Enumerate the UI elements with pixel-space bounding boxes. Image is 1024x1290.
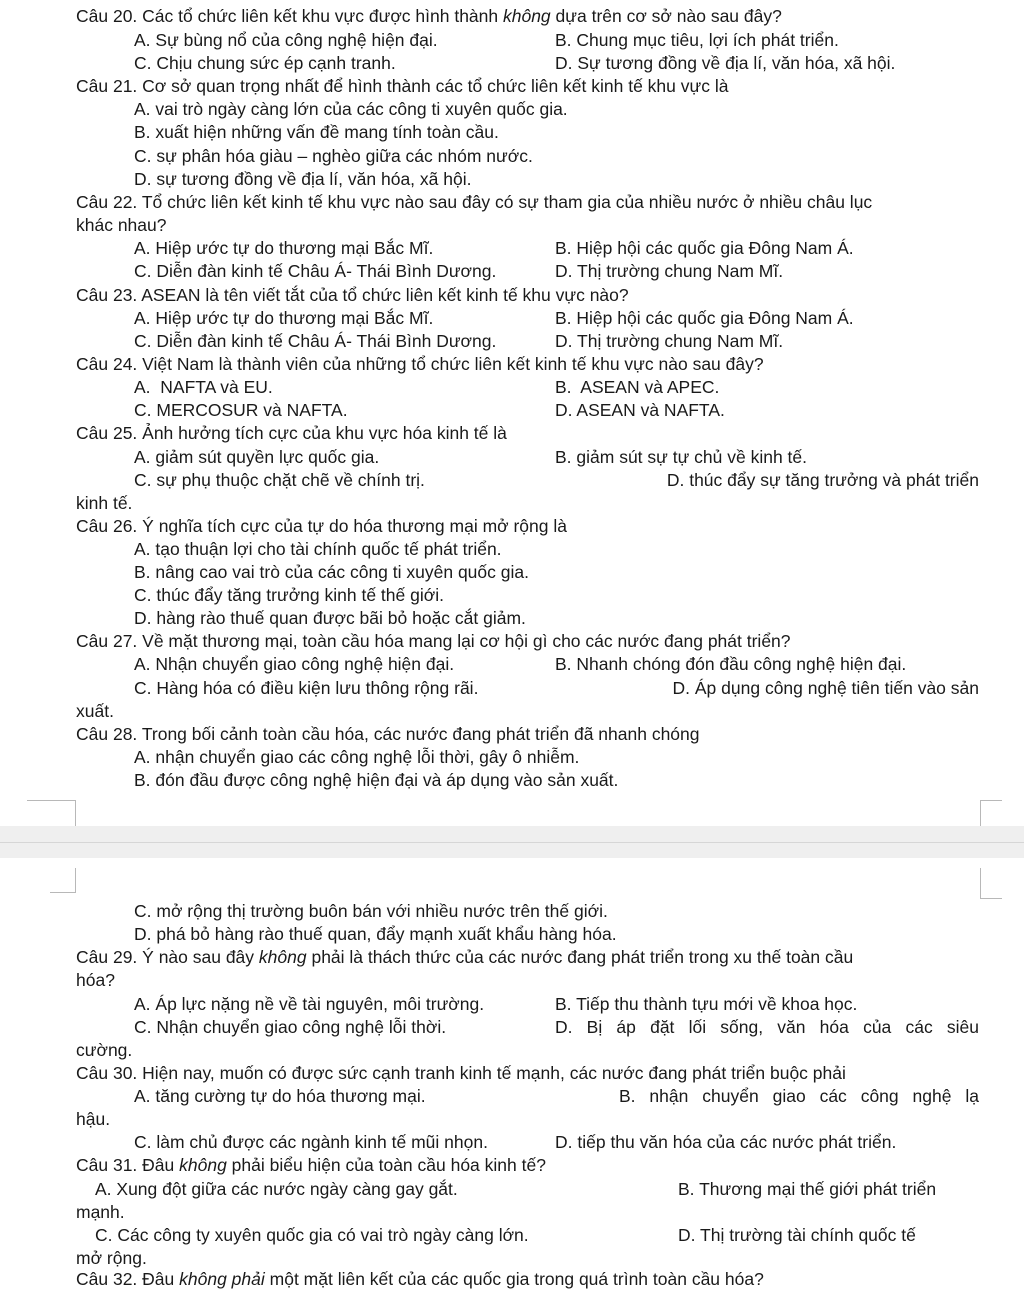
question-20-stem: Câu 20. Các tổ chức liên kết khu vực được hình thành không dựa trên cơ sở nào sau đây? <box>76 6 782 26</box>
q27-option-d: D. Áp dụng công nghệ tiên tiến vào sản <box>672 678 979 698</box>
q30-option-b: B. nhận chuyển giao các công nghệ lạ <box>619 1086 979 1106</box>
q22-option-b: B. Hiệp hội các quốc gia Đông Nam Á. <box>555 238 854 258</box>
question-31-stem: Câu 31. Đâu không phải biểu hiện của toàn cầu hóa kinh tế? <box>76 1155 546 1175</box>
q28-option-b: B. đón đầu được công nghệ hiện đại và áp dụng vào sản xuất. <box>134 770 619 790</box>
q29-option-c: C. Nhận chuyển giao công nghệ lỗi thời. <box>134 1017 447 1037</box>
q21-option-a: A. vai trò ngày càng lớn của các công ti xuyên quốc gia. <box>134 99 568 119</box>
question-28-stem: Câu 28. Trong bối cảnh toàn cầu hóa, các nước đang phát triển đã nhanh chóng <box>76 724 700 744</box>
question-29-stem-continued: hóa? <box>76 970 115 990</box>
q30-option-d: D. tiếp thu văn hóa của các nước phát triển. <box>555 1132 897 1152</box>
q25-option-c: C. sự phụ thuộc chặt chẽ về chính trị. <box>134 470 425 490</box>
page-break-line <box>0 842 1024 843</box>
q26-option-a: A. tạo thuận lợi cho tài chính quốc tế phát triển. <box>134 539 502 559</box>
q21-option-c: C. sự phân hóa giàu – nghèo giữa các nhóm nước. <box>134 146 533 166</box>
question-23-stem: Câu 23. ASEAN là tên viết tắt của tổ chức liên kết kinh tế khu vực nào? <box>76 285 629 305</box>
crop-mark-top-right-vertical <box>980 868 981 898</box>
crop-mark-bottom-right-vertical <box>980 800 981 826</box>
q20-option-b: B. Chung mục tiêu, lợi ích phát triển. <box>555 30 839 50</box>
q23-option-c: C. Diễn đàn kinh tế Châu Á- Thái Bình Dương. <box>134 331 497 351</box>
q25-option-d: D. thúc đẩy sự tăng trưởng và phát triển <box>666 470 979 490</box>
question-27-stem: Câu 27. Về mặt thương mại, toàn cầu hóa mang lại cơ hội gì cho các nước đang phát triển? <box>76 631 791 651</box>
crop-mark-bottom-left <box>27 800 75 801</box>
q22-option-d: D. Thị trường chung Nam Mĩ. <box>555 261 784 281</box>
q31-option-c: C. Các công ty xuyên quốc gia có vai trò ngày càng lớn. <box>95 1225 529 1245</box>
question-30-stem: Câu 30. Hiện nay, muốn có được sức cạnh tranh kinh tế mạnh, các nước đang phát triển buộc phải <box>76 1063 846 1083</box>
q21-option-b: B. xuất hiện những vấn đề mang tính toàn cầu. <box>134 122 499 142</box>
q27-option-b: B. Nhanh chóng đón đầu công nghệ hiện đại. <box>555 654 907 674</box>
q20-option-d: D. Sự tương đồng về địa lí, văn hóa, xã hội. <box>555 53 896 73</box>
q31-option-d-continued: mở rộng. <box>76 1248 147 1268</box>
q26-option-d: D. hàng rào thuế quan được bãi bỏ hoặc cắt giảm. <box>134 608 526 628</box>
crop-mark-bottom-left-vertical <box>75 800 76 826</box>
q24-option-a: A. NAFTA và EU. <box>134 377 273 397</box>
question-26-stem: Câu 26. Ý nghĩa tích cực của tự do hóa thương mại mở rộng là <box>76 516 567 536</box>
q29-option-d: D. Bị áp đặt lối sống, văn hóa của các siêu <box>555 1017 979 1037</box>
q28-option-a: A. nhận chuyển giao các công nghệ lỗi thời, gây ô nhiễm. <box>134 747 580 767</box>
q29-option-b: B. Tiếp thu thành tựu mới về khoa học. <box>555 994 858 1014</box>
q27-options-c-d-row <box>134 677 979 699</box>
q26-option-c: C. thúc đẩy tăng trưởng kinh tế thế giới. <box>134 585 444 605</box>
question-22-stem: Câu 22. Tổ chức liên kết kinh tế khu vực nào sau đây có sự tham gia của nhiều nước ở nhiều châu lục <box>76 192 873 212</box>
question-21-stem: Câu 21. Cơ sở quan trọng nhất để hình thành các tổ chức liên kết kinh tế khu vực là <box>76 76 729 96</box>
crop-mark-top-left-vertical <box>75 868 76 892</box>
q23-option-d: D. Thị trường chung Nam Mĩ. <box>555 331 784 351</box>
q23-option-a: A. Hiệp ước tự do thương mại Bắc Mĩ. <box>134 308 434 328</box>
crop-mark-top-right <box>980 898 1002 899</box>
q25-option-a: A. giảm sút quyền lực quốc gia. <box>134 447 380 467</box>
q20-option-a: A. Sự bùng nổ của công nghệ hiện đại. <box>134 30 438 50</box>
q28-option-c: C. mở rộng thị trường buôn bán với nhiều nước trên thế giới. <box>134 901 608 921</box>
question-29-stem: Câu 29. Ý nào sau đây không phải là thách thức của các nước đang phát triển trong xu thế toàn cầu <box>76 947 854 967</box>
q24-option-c: C. MERCOSUR và NAFTA. <box>134 400 348 420</box>
q20-option-c: C. Chịu chung sức ép cạnh tranh. <box>134 53 396 73</box>
q28-option-d: D. phá bỏ hàng rào thuế quan, đẩy mạnh xuất khẩu hàng hóa. <box>134 924 617 944</box>
question-25-stem: Câu 25. Ảnh hưởng tích cực của khu vực hóa kinh tế là <box>76 423 507 443</box>
crop-mark-top-left <box>50 892 76 893</box>
q29-option-d-continued: cường. <box>76 1040 133 1060</box>
page-2 <box>0 858 1024 1289</box>
q21-option-d: D. sự tương đồng về địa lí, văn hóa, xã hội. <box>134 169 472 189</box>
q31-option-d: D. Thị trường tài chính quốc tế <box>678 1225 916 1245</box>
q27-option-a: A. Nhận chuyển giao công nghệ hiện đại. <box>134 654 455 674</box>
q31-option-b-continued: mạnh. <box>76 1202 125 1222</box>
q29-option-a: A. Áp lực nặng nề về tài nguyên, môi trường. <box>134 994 485 1014</box>
q30-option-b-continued: hậu. <box>76 1109 111 1129</box>
question-22-stem-continued: khác nhau? <box>76 215 167 235</box>
q26-option-b: B. nâng cao vai trò của các công ti xuyên quốc gia. <box>134 562 529 582</box>
q30-options-a-b-row <box>134 1085 979 1107</box>
q30-option-a: A. tăng cường tự do hóa thương mại. <box>134 1086 426 1106</box>
question-24-stem: Câu 24. Việt Nam là thành viên của những tổ chức liên kết kinh tế khu vực nào sau đây? <box>76 354 764 374</box>
q22-option-c: C. Diễn đàn kinh tế Châu Á- Thái Bình Dương. <box>134 261 497 281</box>
q31-option-a: A. Xung đột giữa các nước ngày càng gay gắt. <box>95 1179 458 1199</box>
q27-option-c: C. Hàng hóa có điều kiện lưu thông rộng rãi. <box>134 678 479 698</box>
q25-options-c-d-row <box>134 469 979 491</box>
q24-option-b: B. ASEAN và APEC. <box>555 377 720 397</box>
q25-option-b: B. giảm sút sự tự chủ về kinh tế. <box>555 447 808 467</box>
q27-option-d-continued: xuất. <box>76 701 114 721</box>
q22-option-a: A. Hiệp ước tự do thương mại Bắc Mĩ. <box>134 238 434 258</box>
q30-option-c: C. làm chủ được các ngành kinh tế mũi nhọn. <box>134 1132 488 1152</box>
crop-mark-bottom-right <box>980 800 1002 801</box>
q31-option-b: B. Thương mại thế giới phát triển <box>678 1179 937 1199</box>
q24-option-d: D. ASEAN và NAFTA. <box>555 400 725 420</box>
q25-option-d-continued: kinh tế. <box>76 493 133 513</box>
q23-option-b: B. Hiệp hội các quốc gia Đông Nam Á. <box>555 308 854 328</box>
question-32-stem-partial: Câu 32. Đâu không phải một mặt liên kết của các quốc gia trong quá trình toàn cầu hóa? <box>76 1269 764 1289</box>
